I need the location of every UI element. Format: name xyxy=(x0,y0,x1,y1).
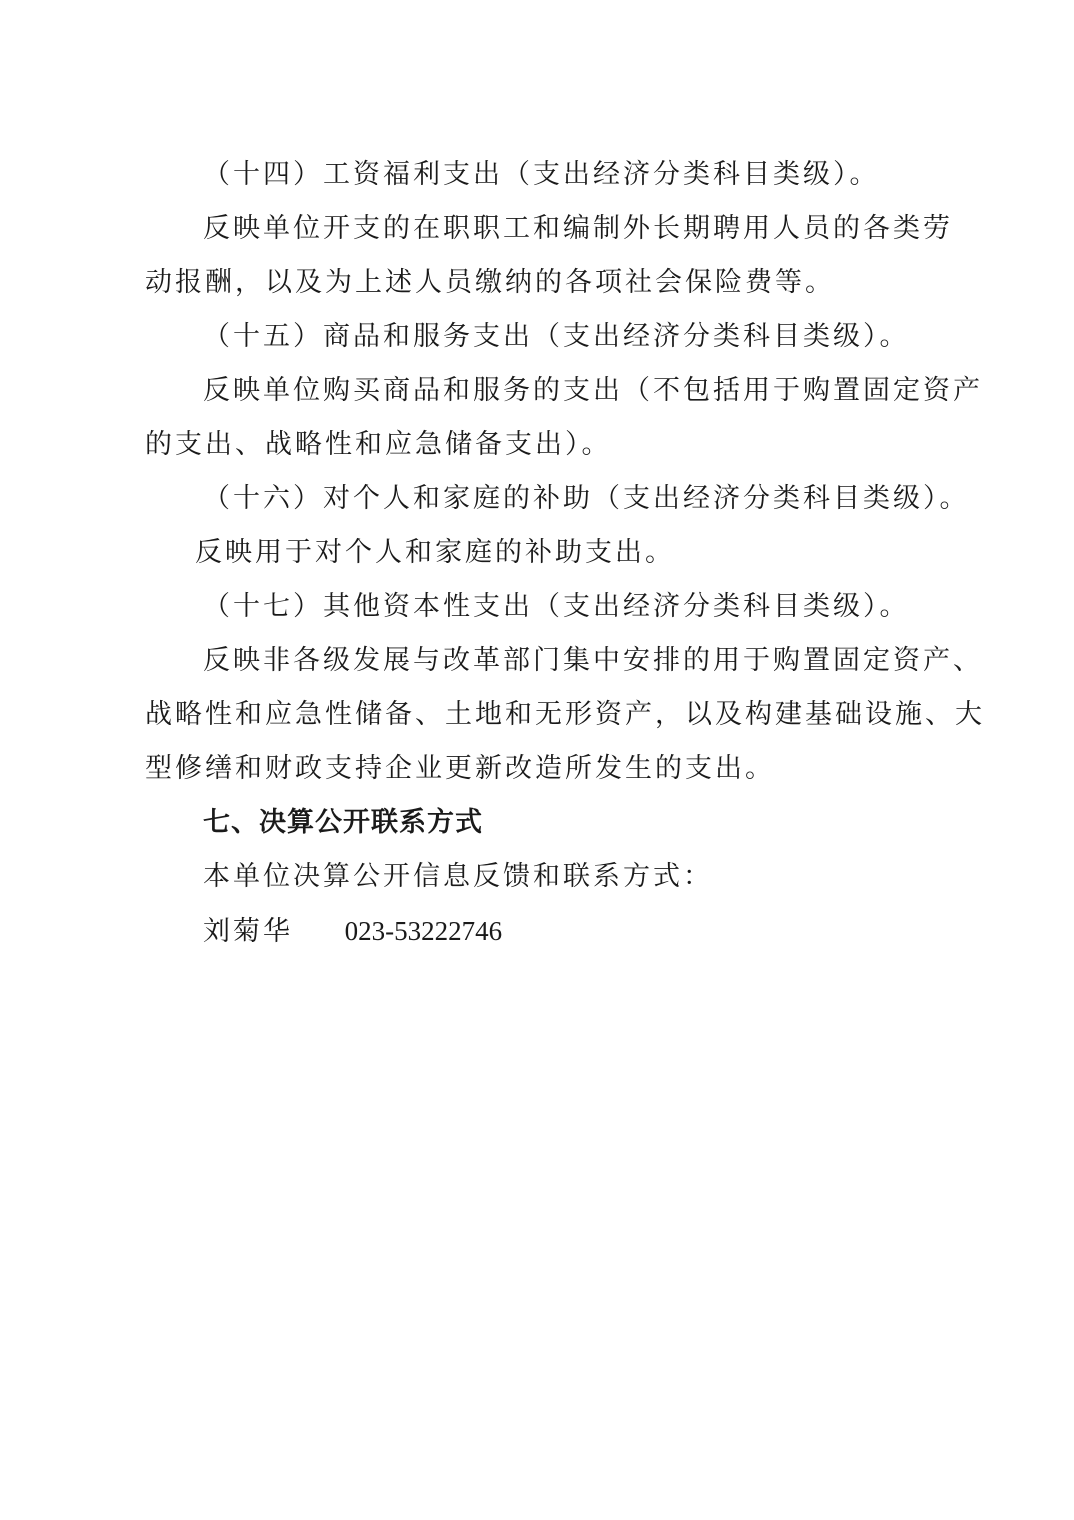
paragraph-line: 本单位决算公开信息反馈和联系方式： xyxy=(203,861,713,892)
paragraph-line: 动报酬，以及为上述人员缴纳的各项社会保险费等。 xyxy=(145,267,835,298)
paragraph-line: 反映单位购买商品和服务的支出（不包括用于购置固定资产 xyxy=(203,375,983,406)
section-heading-subsidies: （十六）对个人和家庭的补助（支出经济分类科目类级）。 xyxy=(203,483,970,514)
document-body xyxy=(145,148,985,958)
contact-phone: 023-53222746 xyxy=(344,916,503,946)
contact-line xyxy=(145,904,945,958)
section-heading-wages: （十四）工资福利支出（支出经济分类科目类级）。 xyxy=(203,159,880,190)
section-heading-contact: 七、决算公开联系方式 xyxy=(203,807,483,838)
paragraph-line: 反映单位开支的在职职工和编制外长期聘用人员的各类劳 xyxy=(203,213,953,244)
section-heading-goods-services: （十五）商品和服务支出（支出经济分类科目类级）。 xyxy=(203,321,910,352)
paragraph-line: 战略性和应急性储备、土地和无形资产，以及构建基础设施、大 xyxy=(145,699,985,730)
paragraph-line: 反映用于对个人和家庭的补助支出。 xyxy=(195,537,675,568)
contact-name: 刘菊华 xyxy=(203,916,293,947)
paragraph-line: 的支出、战略性和应急储备支出）。 xyxy=(145,429,612,460)
section-heading-capital: （十七）其他资本性支出（支出经济分类科目类级）。 xyxy=(203,591,910,622)
paragraph-line: 反映非各级发展与改革部门集中安排的用于购置固定资产、 xyxy=(203,645,983,676)
paragraph-line: 型修缮和财政支持企业更新改造所发生的支出。 xyxy=(145,753,775,784)
